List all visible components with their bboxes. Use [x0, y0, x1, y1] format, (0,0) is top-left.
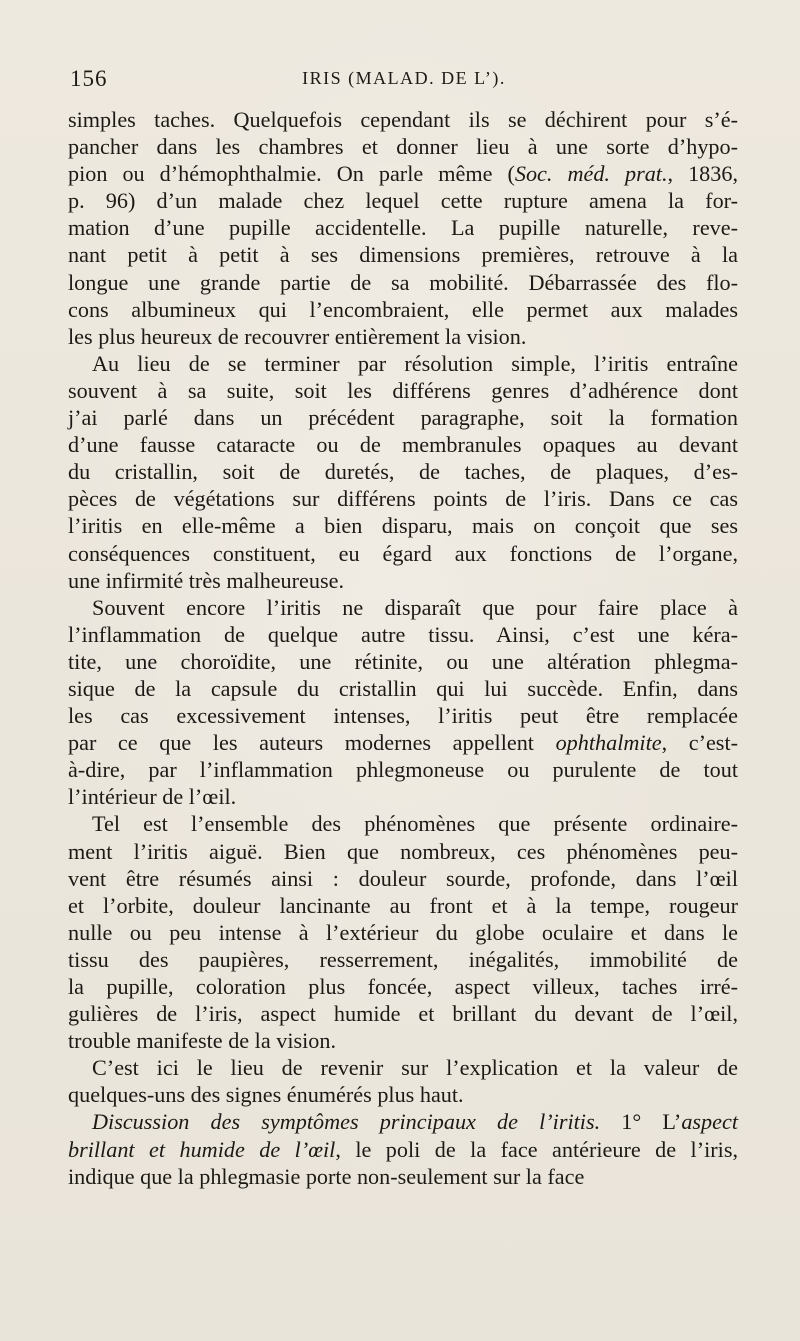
text-line: quelques-uns des signes énumérés plus haut. [68, 1082, 464, 1108]
text-line: souvent à sa suite, soit les différens genres d’adhérence dont [68, 377, 738, 403]
text-line: une infirmité très malheureuse. [68, 567, 345, 593]
text-line: du cristallin, soit de duretés, de taches, de plaques, d’es- [68, 459, 738, 485]
text-line: nant petit à petit à ses dimensions premières, retrouve à la [68, 242, 738, 268]
text-line: les cas excessivement intenses, l’iritis peut être remplacée [68, 703, 738, 729]
text-line: trouble manifeste de la vision. [68, 1028, 337, 1054]
text-line: Tel est l’ensemble des phénomènes que présente ordinaire- [92, 811, 738, 837]
text-line: d’une fausse cataracte ou de membranules opaques au devant [68, 432, 738, 458]
text-line: tissu des paupières, resserrement, inégalités, immobilité de [68, 946, 738, 972]
text-line: sique de la capsule du cristallin qui lui succède. Enfin, dans [68, 675, 738, 701]
text-line: l’inflammation de quelque autre tissu. Ainsi, c’est une kéra- [68, 621, 738, 647]
text-line: longue une grande partie de sa mobilité. Débarrassée des flo- [68, 269, 738, 295]
text-line: l’iritis en elle-même a bien disparu, mais on conçoit que ses [68, 513, 738, 539]
text-line: conséquences constituent, eu égard aux fonctions de l’organe, [68, 540, 738, 566]
text-line: p. 96) d’un malade chez lequel cette rupture amena la for- [68, 188, 738, 214]
text-line: et l’orbite, douleur lancinante au front et à la tempe, rougeur [68, 892, 738, 918]
text-line: indique que la phlegmasie porte non-seulement sur la face [68, 1163, 585, 1189]
paragraph [68, 106, 738, 350]
text-line: Discussion des symptômes principaux de l’iritis. 1° L’aspect [92, 1109, 739, 1135]
text-line: Au lieu de se terminer par résolution simple, l’iritis entraîne [92, 350, 738, 376]
text-line: nulle ou peu intense à l’extérieur du globe oculaire et dans le [68, 919, 738, 945]
text-line: vent être résumés ainsi : douleur sourde, profonde, dans l’œil [68, 865, 738, 891]
paragraph [68, 810, 738, 1054]
body-text [68, 106, 738, 1190]
text-line: cons albumineux qui l’encombraient, elle permet aux malades [68, 296, 738, 322]
text-line: l’intérieur de l’œil. [68, 784, 237, 810]
paragraph [68, 350, 738, 594]
text-line: mation d’une pupille accidentelle. La pupille naturelle, reve- [68, 215, 738, 241]
text-line: pèces de végétations sur différens points de l’iris. Dans ce cas [68, 486, 738, 512]
page-number: 156 [70, 66, 108, 91]
text-line: la pupille, coloration plus foncée, aspect villeux, taches irré- [68, 974, 738, 999]
page-header [70, 66, 738, 96]
text-line: à-dire, par l’inflammation phlegmoneuse ou purulente de tout [68, 757, 738, 783]
text-line: pion ou d’hémophthalmie. On parle même (Soc. méd. prat., 1836, [68, 161, 738, 187]
text-line: C’est ici le lieu de revenir sur l’explication et la valeur de [92, 1055, 738, 1081]
paragraph [68, 594, 738, 811]
paragraph [68, 1054, 738, 1108]
text-line: j’ai parlé dans un précédent paragraphe, soit la formation [68, 405, 738, 431]
text-line: gulières de l’iris, aspect humide et brillant du devant de l’œil, [68, 1001, 738, 1027]
text-line: Souvent encore l’iritis ne disparaît que pour faire place à [92, 594, 738, 620]
text-line: simples taches. Quelquefois cependant ils se déchirent pour s’é- [68, 107, 738, 132]
paragraph [68, 1108, 738, 1189]
text-line: tite, une choroïdite, une rétinite, ou une altération phlegma- [68, 648, 738, 674]
text-line: les plus heureux de recouvrer entièrement la vision. [68, 323, 527, 349]
text-line: par ce que les auteurs modernes appellent ophthalmite, c’est- [68, 730, 738, 756]
running-head: IRIS (MALAD. DE L’). [302, 68, 506, 88]
text-line: brillant et humide de l’œil, le poli de la face antérieure de l’iris, [68, 1136, 738, 1162]
text-line: ment l’iritis aiguë. Bien que nombreux, ces phénomènes peu- [68, 838, 738, 864]
text-line: pancher dans les chambres et donner lieu à une sorte d’hypo- [68, 134, 738, 160]
